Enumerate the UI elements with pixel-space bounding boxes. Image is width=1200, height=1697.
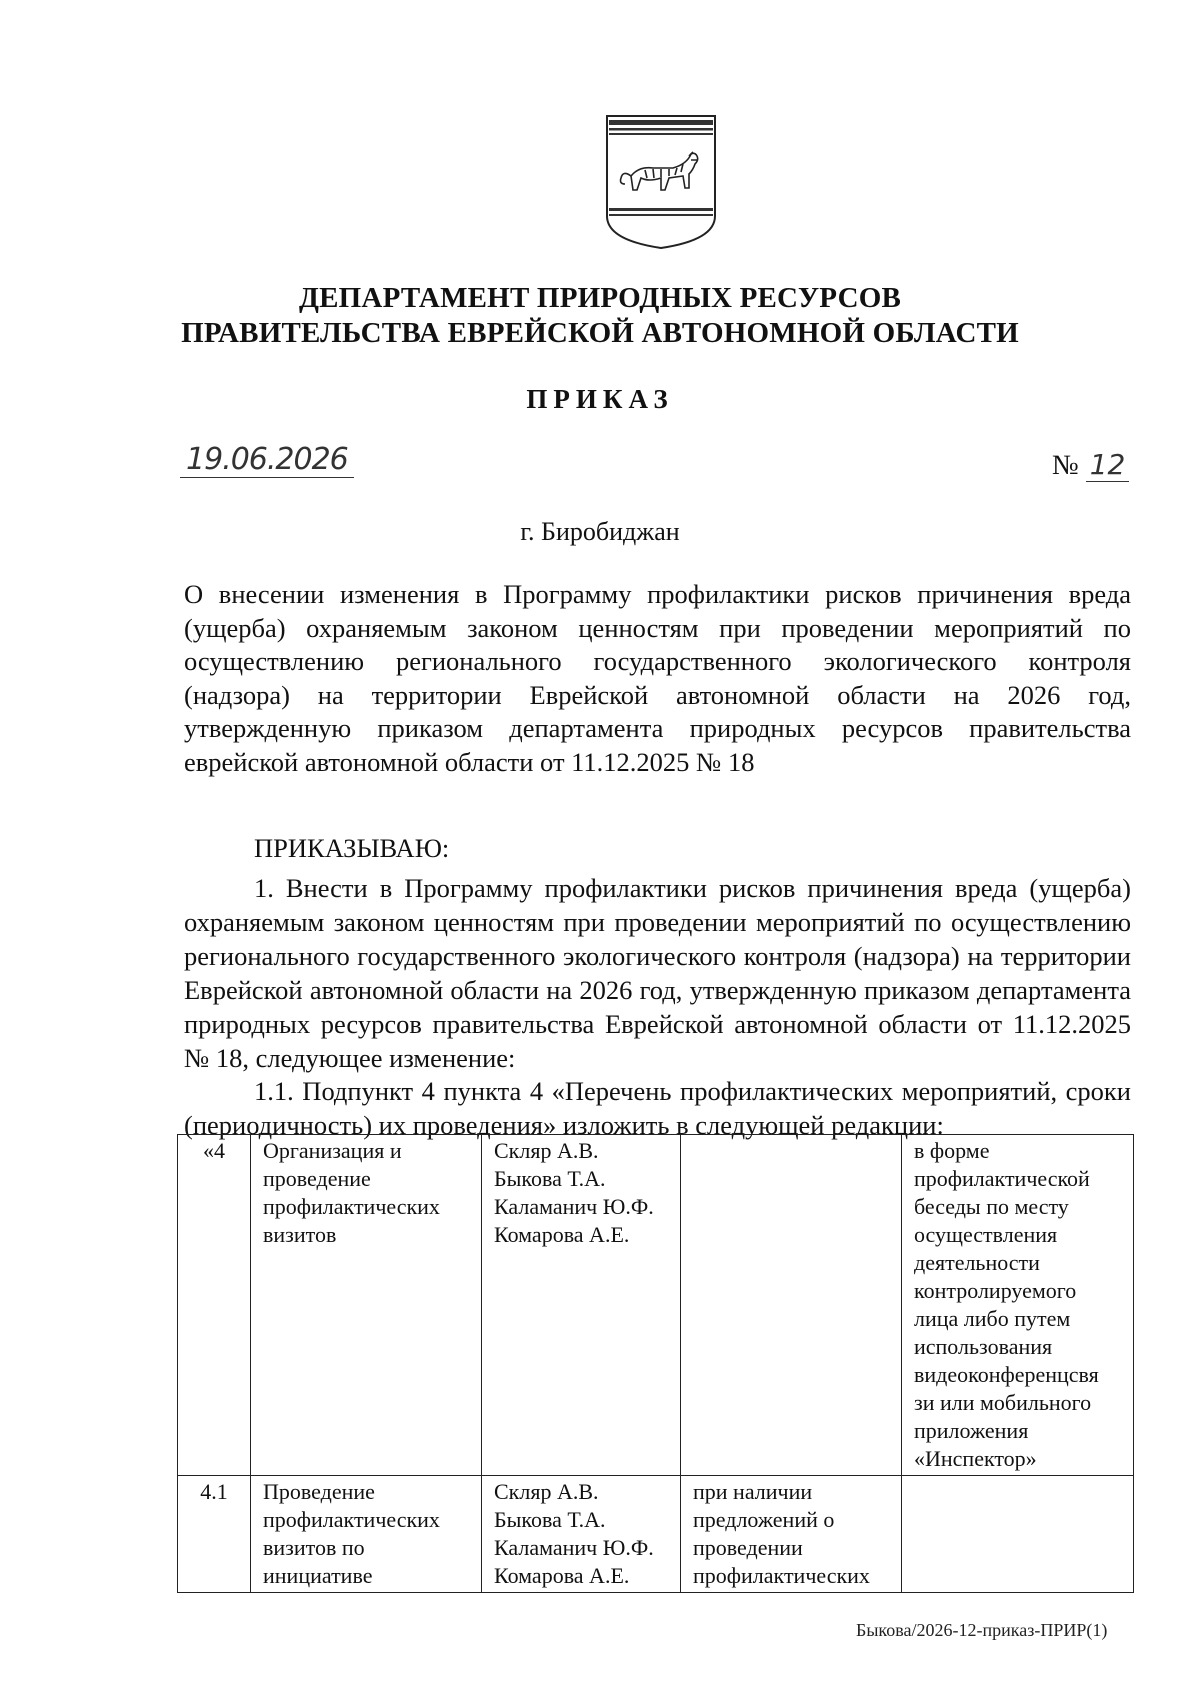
cell-responsible <box>482 1476 681 1593</box>
cell-item-number: «4 <box>178 1135 251 1476</box>
activity-title-line: Организация и <box>263 1138 402 1163</box>
cell-form <box>902 1476 1134 1593</box>
responsible-person: Быкова Т.А. <box>494 1166 606 1191</box>
activity-title-line: визитов <box>263 1222 337 1247</box>
terms-line: проведении <box>693 1535 803 1560</box>
cell-terms <box>681 1135 902 1476</box>
responsible-person: Каламанич Ю.Ф. <box>494 1535 654 1560</box>
responsible-person: Комарова А.Е. <box>494 1222 630 1247</box>
cell-responsible <box>482 1135 681 1476</box>
table-row <box>178 1476 1134 1593</box>
responsible-person: Каламанич Ю.Ф. <box>494 1194 654 1219</box>
order-date: 19.06.2026 <box>180 442 354 478</box>
order-subject: О внесении изменения в Программу профилактики рисков причинения вреда (ущерба) охраняемым законом ценностям при проведении мероприятий по осуществлению регионального государственного экологического контроля (надзора) на территории Еврейской автономной области на 2026 год, утвержденную приказом департамента природных ресурсов правительства еврейской автономной области от 11.12.2025 № 18 <box>184 579 1131 777</box>
cell-item-number: 4.1 <box>178 1476 251 1593</box>
cell-terms <box>681 1476 902 1593</box>
responsible-person: Комарова А.Е. <box>494 1563 630 1588</box>
form-line: контролируемого <box>914 1278 1077 1303</box>
responsible-person: Скляр А.В. <box>494 1479 599 1504</box>
form-line: профилактической <box>914 1166 1090 1191</box>
order-number <box>1052 448 1129 482</box>
form-line: деятельности <box>914 1250 1040 1275</box>
order-word: ПРИКАЗЫВАЮ: <box>254 833 450 863</box>
paragraph-1-1: 1.1. Подпункт 4 пункта 4 «Перечень профилактических мероприятий, сроки (периодичность) их проведения» изложить в следующей редакции: <box>184 1076 1131 1140</box>
form-line: зи или мобильного <box>914 1390 1092 1415</box>
paragraph-1: 1. Внести в Программу профилактики рисков причинения вреда (ущерба) охраняемым законом ценностям при проведении мероприятий по осуществлению регионального государственного экологического контроля (надзора) на территории Еврейской автономной области на 2026 год, утвержденную приказом департамента природных ресурсов правительства Еврейской автономной области от 11.12.2025 № 18, следующее изменение: <box>184 873 1131 1073</box>
department-name-line-2: ПРАВИТЕЛЬСТВА ЕВРЕЙСКОЙ АВТОНОМНОЙ ОБЛАСТИ <box>181 317 1019 349</box>
activity-title-line: Проведение <box>263 1479 375 1504</box>
form-line: приложения <box>914 1418 1029 1443</box>
terms-line: при наличии <box>693 1479 813 1504</box>
cell-activity-title <box>251 1476 482 1593</box>
coat-of-arms-emblem <box>603 112 719 252</box>
activity-title-line: инициативе <box>263 1563 373 1588</box>
form-line: беседы по месту <box>914 1194 1069 1219</box>
file-reference-footer: Быкова/2026-12-приказ-ПРИР(1) <box>856 1620 1108 1640</box>
form-line: использования <box>914 1334 1053 1359</box>
form-line: видеоконференцсвя <box>914 1362 1099 1387</box>
activity-title-line: визитов по <box>263 1535 365 1560</box>
number-label: № <box>1052 450 1079 481</box>
cell-activity-title <box>251 1135 482 1476</box>
form-line: осуществления <box>914 1222 1058 1247</box>
city: г. Биробиджан <box>520 517 680 546</box>
form-line: лица либо путем <box>914 1306 1071 1331</box>
cell-form <box>902 1135 1134 1476</box>
activity-title-line: проведение <box>263 1166 371 1191</box>
activity-title-line: профилактических <box>263 1507 440 1532</box>
terms-line: профилактических <box>693 1563 870 1588</box>
terms-line: предложений о <box>693 1507 835 1532</box>
form-line: в форме <box>914 1138 990 1163</box>
table-row <box>178 1135 1134 1476</box>
number-value: 12 <box>1086 448 1130 482</box>
department-name-line-1: ДЕПАРТАМЕНТ ПРИРОДНЫХ РЕСУРСОВ <box>298 282 902 314</box>
activity-title-line: профилактических <box>263 1194 440 1219</box>
responsible-person: Скляр А.В. <box>494 1138 599 1163</box>
activities-table <box>177 1134 1134 1593</box>
responsible-person: Быкова Т.А. <box>494 1507 606 1532</box>
document-type-title: ПРИКАЗ <box>526 384 674 414</box>
form-line: «Инспектор» <box>914 1446 1037 1471</box>
